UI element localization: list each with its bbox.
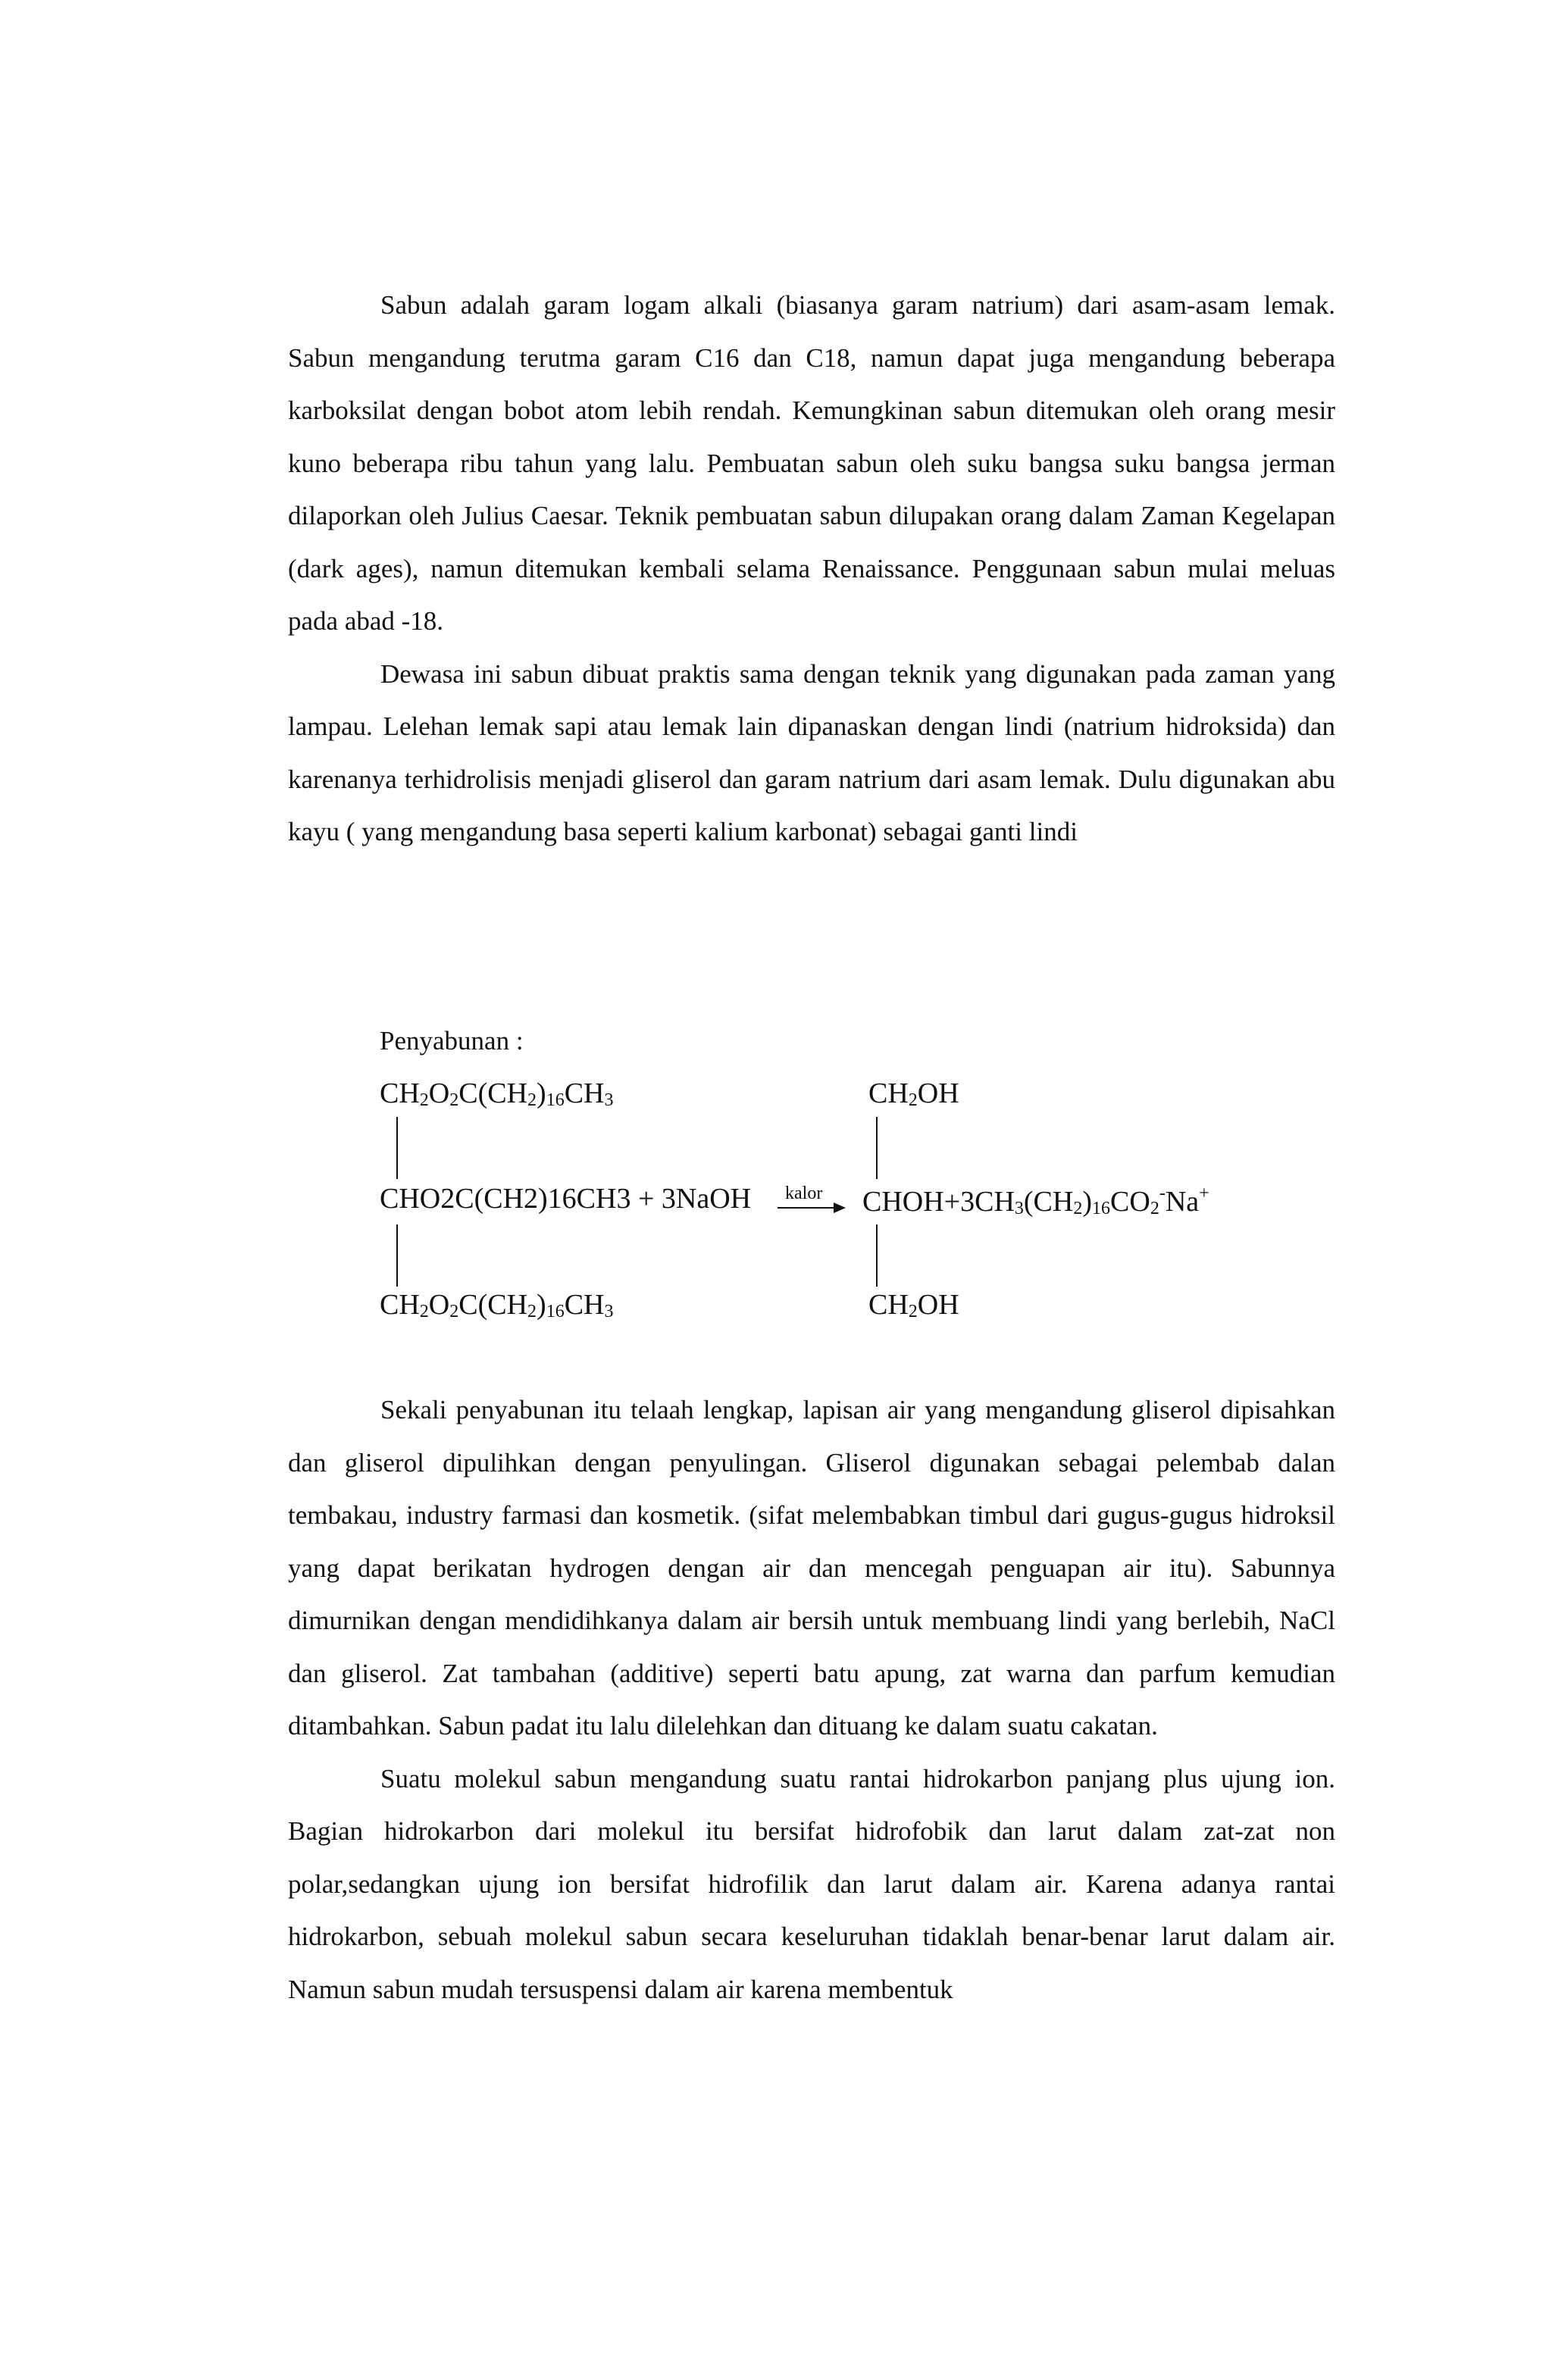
product-bond-top [876,1117,878,1179]
reaction-heading: Penyabunan : [380,1026,524,1056]
intro-section [288,279,1335,858]
product-top-formula: $CH_2OH$ [868,1077,959,1110]
paragraph-soap-definition: Sabun adalah garam logam alkali (biasanya garam natrium) dari asam-asam lemak. Sabun mengandung terutma garam C16 dan C18, namun dapat juga mengandung beberapa karboksilat dengan bobot atom lebih rendah. Kemungkinan sabun ditemukan oleh orang mesir kuno beberapa ribu tahun yang lalu. Pembuatan sabun oleh suku bangsa suku bangsa jerman dilaporkan oleh Julius Caesar. Teknik pembuatan sabun dilupakan orang dalam Zaman Kegelapan (dark ages), namun ditemukan kembali selama Renaissance. Penggunaan sabun mulai meluas pada abad -18. [288,290,1335,636]
arrow-head [834,1203,846,1213]
reactant-top-formula: $CH_2O_2C(CH_2)_{16}CH_3$ [380,1077,614,1110]
reactant-bottom-formula: $CH_2O_2C(CH_2)_{16}CH_3$ [380,1289,614,1321]
paragraph-glycerol: Sekali penyabunan itu telaah lengkap, lapisan air yang mengandung gliserol dipisahkan dan gliserol dipulihkan dengan penyulingan. Gliserol digunakan sebagai pelembab dalan tembakau, industry farmasi dan kosmetik. (sifat melembabkan timbul dari gugus-gugus hidroksil yang dapat berikatan hydrogen dengan air dan mencegah penguapan air itu). Sabunnya dimurnikan dengan mendidihkanya dalam air bersih untuk membuang lindi yang berlebih, NaCl dan gliserol. Zat tambahan (additive) seperti batu apung, zat warna dan parfum kemudian ditambahkan. Sabun padat itu lalu dilelehkan dan dituang ke dalam suatu cakatan. [288,1395,1335,1740]
product-middle-formula: $CHOH+3CH_3(CH_2)_{16}CO_2^-Na^+$ [862,1184,1209,1218]
reactant-bond-top [396,1117,398,1179]
reaction-arrow [778,1207,835,1209]
paragraph-soap-making: Dewasa ini sabun dibuat praktis sama dengan teknik yang digunakan pada zaman yang lampau. Lelehan lemak sapi atau lemak lain dipanaskan dengan lindi (natrium hidroksida) dan karenanya terhidrolisis menjadi gliserol dan garam natrium dari asam lemak. Dulu digunakan abu kayu ( yang mengandung basa seperti kalium karbonat) sebagai ganti lindi [288,658,1335,846]
paragraph-soap-molecule: Suatu molekul sabun mengandung suatu rantai hidrokarbon panjang plus ujung ion. Bagian hidrokarbon dari molekul itu bersifat hidrofobik dan larut dalam zat-zat non polar,sedangkan ujung ion bersifat hidrofilik dan larut dalam air. Karena adanya rantai hidrokarbon, sebuah molekul sabun secara keseluruhan tidaklah benar-benar larut dalam air. Namun sabun mudah tersuspensi dalam air karena membentuk [288,1763,1335,2004]
glycerol-section [288,1384,1335,2016]
reactant-middle-formula: CHO2C(CH2)16CH3 + 3NaOH [380,1183,752,1215]
arrow-label-kalor: kalor [785,1184,823,1203]
product-bond-bottom [876,1224,878,1287]
product-bottom-formula: $CH_2OH$ [868,1289,959,1321]
reactant-bond-bottom [396,1224,398,1287]
